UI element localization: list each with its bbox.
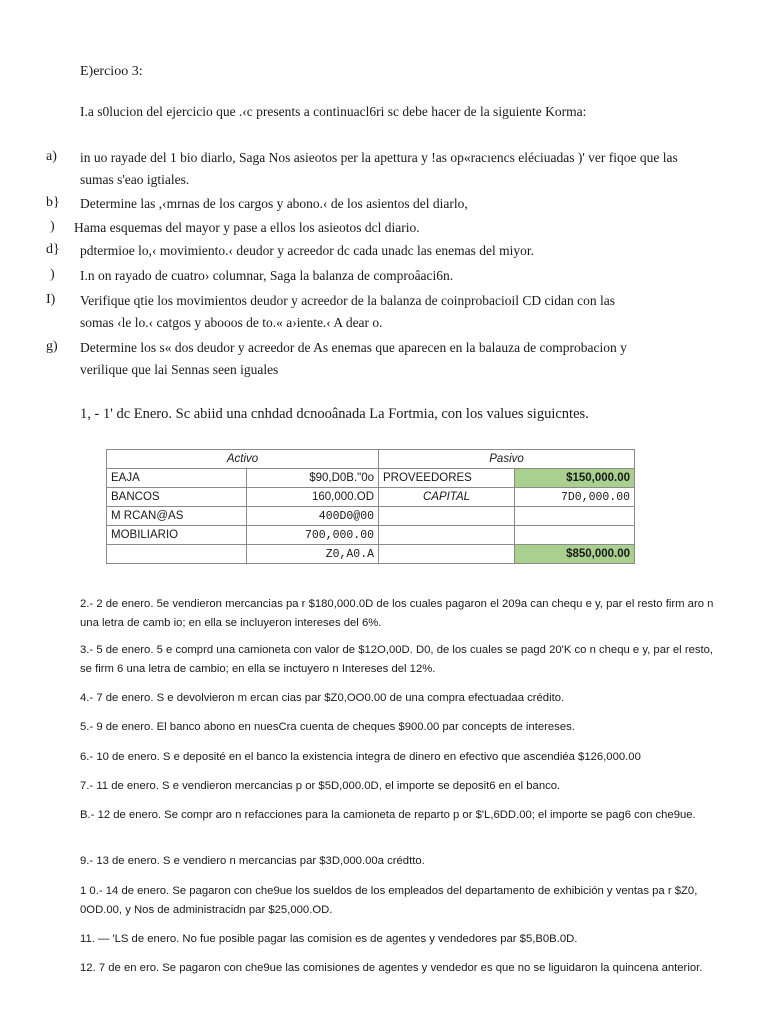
item-marker-e: ) [50,267,55,282]
pasivo-name: PROVEEDORES [379,469,515,488]
pasivo-value [515,507,635,526]
exercise-title: E)ercioo 3: [80,64,143,79]
transaction-paragraph: 1 0.- 14 de enero. Se pagaron con che9ue los sueldos de los empleados del departamento de exhibición y ventas pa r $Z0, 0OD.00, y Nos de administracidn par $25,000.OD. [80,885,698,916]
item-marker-a: a) [46,149,57,164]
transaction-paragraph: 5.- 9 de enero. El banco abono en nuesCra cuenta de cheques $900.00 par concepts de intereses. [80,721,575,733]
table-row [107,526,635,545]
transaction-paragraph: 4.- 7 de enero. S e devolvieron m ercan cias par $Z0,OO0.00 de una compra efectuadaa crédito. [80,692,565,704]
table-row [107,507,635,526]
pasivo-value [515,526,635,545]
item-text-e: I.n on rayado de cuatro› columnar, Saga la balanza de comproâaci6n. [80,268,454,283]
pasivo-name: CAPITAL [379,488,515,507]
activo-value: $90,D0B."0o [247,469,379,488]
activo-name: BANCOS [107,488,247,507]
item-marker-g: g) [46,339,58,354]
table-total-row [107,545,635,564]
activo-name [107,545,247,564]
activo-total: Z0,A0.A [247,545,379,564]
item-text-f: Verifique qtie los movimientos deudor y acreedor de la balanza de coinprobacioil CD cidan con las somas ‹le lo.‹ catgos y abooos de to.« a›iente.‹ A dear o. [80,293,615,330]
activo-value: 400D0@00 [247,507,379,526]
pasivo-name [379,545,515,564]
transaction-paragraph: 2.- 2 de enero. 5e vendieron mercancias pa r $180,000.0D de los cuales pagaron el 209a can chequ e y, par el resto firm aro n una letra de camb io; en ella se incluyeron intereses del 6%. [80,598,714,629]
item-text-b: Determine las ,‹mrnas de los cargos y abono.‹ de los asientos del diarlo, [80,196,468,211]
item-text-c: Hama esquemas del mayor y pase a ellos los asieotos dcl diario. [74,220,420,235]
pasivo-value: 7D0,000.00 [515,488,635,507]
pasivo-name [379,507,515,526]
transaction-paragraph: 9.- 13 de enero. S e vendiero n mercancias par $3D,000.00a crédtto. [80,855,425,867]
balance-table [106,449,635,564]
pasivo-value-highlight: $150,000.00 [515,469,635,488]
table-row [107,488,635,507]
item-text-d: pdtermioe lo,‹ movimiento.‹ deudor y acreedor dc cada unadc las enemas del miyor. [80,243,534,258]
table-row [107,469,635,488]
transaction-paragraph: B.- 12 de enero. Se compr aro n refacciones para la camioneta de reparto p or $'L,6DD.00; el importe se pag6 con che9ue. [80,809,696,821]
pasivo-name [379,526,515,545]
transaction-paragraph: 11. — 'LS de enero. No fue posible pagar las comision es de agentes y vendedores par $5,B0B.0D. [80,933,578,945]
transaction-paragraph: 12. 7 de en ero. Se pagaron con che9ue las comisiones de agentes y vendedor es que no se liguidaron la quincena anterior. [80,962,703,974]
item-marker-d: d} [46,242,60,257]
activo-name: MOBILIARIO [107,526,247,545]
activo-value: 700,000.00 [247,526,379,545]
item-marker-c: ) [50,219,55,234]
table-header-row [107,450,635,469]
item-text-g: Determine los s« dos deudor y acreedor de As enemas que aparecen en la balauza de comprobacion y verilique que lai Sennas seen iguales [80,340,627,377]
pasivo-total-highlight: $850,000.00 [515,545,635,564]
pasivo-header: Pasivo [379,450,635,469]
activo-value: 160,000.OD [247,488,379,507]
activo-name: M RCAN@AS [107,507,247,526]
item-marker-f: I) [46,292,56,307]
activo-header: Activo [107,450,379,469]
transaction-paragraph: 6.- 10 de enero. S e deposité en el banco la existencia integra de dinero en efectivo que ascendiéa $126,000.00 [80,751,641,763]
enero-heading: 1, - 1' dc Enero. Sc abiid una cnhdad dcnooânada La Fortmia, con los values siguicntes. [80,406,589,422]
item-text-a: in uo rayade del 1 bio diarlo, Saga Nos asieotos per la apettura y !as op«racıencs eléciuadas )' ver fiqoe que las sumas s'eao igtiales. [80,150,678,187]
item-marker-b: b} [46,195,60,210]
intro-text: I.a s0lucion del ejercicio que .‹c presents a continuacl6ri sc debe hacer de la siguiente Korma: [80,104,587,119]
activo-name: EAJA [107,469,247,488]
transaction-paragraph: 3.- 5 de enero. 5 e comprd una camioneta con valor de $12O,00D. D0, de los cuales se pagd 20'K co n chequ e y, par el resto, se firm 6 una letra de cambio; en ella se inctuyero n Intereses del 12%. [80,644,714,675]
transaction-paragraph: 7.- 11 de enero. S e vendieron mercancias p or $5D,000.0D, el importe se deposit6 en el banco. [80,780,561,792]
